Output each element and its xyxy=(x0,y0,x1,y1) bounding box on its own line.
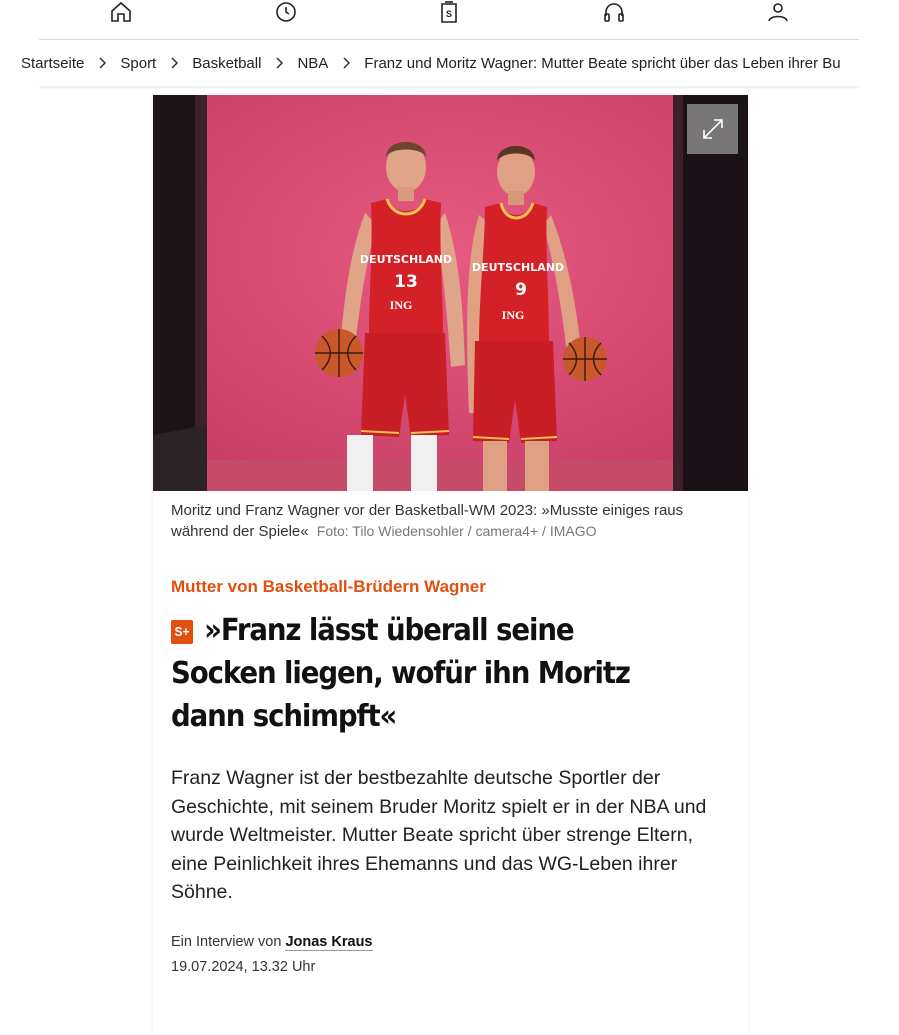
hero-photo xyxy=(153,95,748,491)
latest-news-button[interactable] xyxy=(266,0,306,26)
jersey-text-left: DEUTSCHLAND xyxy=(359,253,453,266)
chevron-right-icon xyxy=(156,55,192,72)
article-card xyxy=(153,95,748,1035)
svg-text:S: S xyxy=(445,9,453,19)
audio-button[interactable] xyxy=(594,0,634,26)
hero-image[interactable] xyxy=(153,95,748,491)
article-teaser: Franz Wagner ist der bestbezahlte deutsche Sportler der Geschichte, mit seinem Bruder Moritz spielt er in der NBA und wurde Weltmeister. Mutter Beate spricht über strenge Eltern, eine Peinlichkeit ihres Ehemanns und das WG-Leben ihrer Söhne. xyxy=(171,767,707,903)
breadcrumb-basketball[interactable]: Basketball xyxy=(192,54,262,72)
article-kicker: Mutter von Basketball-Brüdern Wagner xyxy=(171,577,486,596)
headline-text: »Franz lässt überall seine Socken liegen, wofür ihn Moritz dann schimpft« xyxy=(171,613,630,734)
home-button[interactable] xyxy=(101,0,141,26)
breadcrumb-current: Franz und Moritz Wagner: Mutter Beate spricht über das Leben ihrer Bu xyxy=(364,54,841,72)
breadcrumb xyxy=(21,40,859,86)
sponsor-right: ING xyxy=(501,308,525,322)
chevron-right-icon xyxy=(261,55,297,72)
home-icon xyxy=(109,0,133,24)
chevron-right-icon xyxy=(328,55,364,72)
breadcrumb-nba[interactable]: NBA xyxy=(297,54,329,72)
expand-image-button[interactable] xyxy=(687,104,738,154)
top-navigation xyxy=(39,0,859,40)
headphones-icon xyxy=(602,0,626,24)
print-edition-button[interactable] xyxy=(429,0,469,26)
sponsor-left: ING xyxy=(389,298,413,312)
caption-text: Moritz und Franz Wagner vor der Basketball-WM 2023: »Musste einiges raus während der Spiele« xyxy=(171,502,684,540)
byline xyxy=(171,934,373,950)
user-icon xyxy=(766,0,790,24)
article-headline xyxy=(171,609,686,738)
chevron-right-icon xyxy=(84,55,120,72)
print-edition-icon xyxy=(437,0,461,24)
jersey-text-right: DEUTSCHLAND xyxy=(471,261,565,274)
author-link[interactable]: Jonas Kraus xyxy=(285,934,373,950)
expand-icon xyxy=(700,116,726,142)
byline-prefix: Ein Interview von xyxy=(171,934,282,950)
breadcrumb-sport[interactable]: Sport xyxy=(120,54,157,72)
photo-credit: Foto: Tilo Wiedensohler / camera4+ / IMAGO xyxy=(316,523,597,539)
publish-date: 19.07.2024, 13.32 Uhr xyxy=(171,959,316,975)
image-caption xyxy=(171,501,711,542)
jersey-number-right: 9 xyxy=(515,280,527,300)
account-button[interactable] xyxy=(758,0,798,26)
spiegel-plus-badge: S+ xyxy=(171,620,193,644)
clock-icon xyxy=(274,0,298,24)
breadcrumb-home[interactable]: Startseite xyxy=(21,54,85,72)
header-shadow xyxy=(39,86,859,90)
jersey-number-left: 13 xyxy=(394,272,418,292)
